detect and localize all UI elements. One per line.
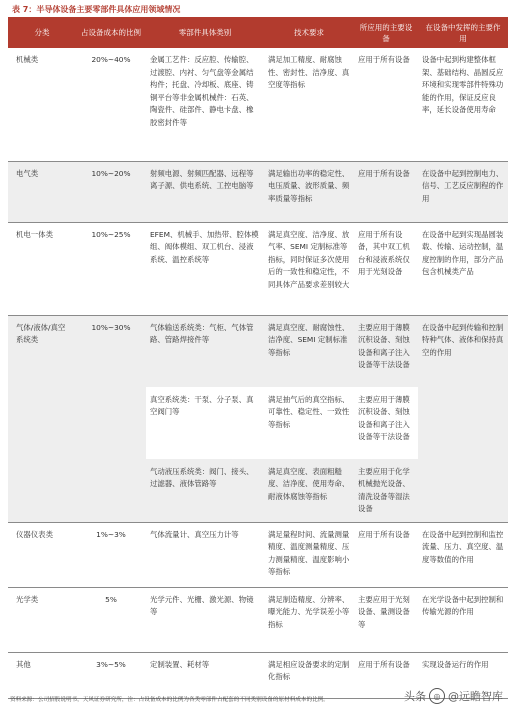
tech-cell: 满足制造精度、分辨率、曝光能力、光学误差小等指标 xyxy=(264,587,354,652)
tech-cell: 满足输出功率的稳定性、电压质量、波形质量、频率质量等指标 xyxy=(264,161,354,222)
equipment-cell: 应用于所有设备 xyxy=(354,48,418,161)
tech-cell: 满足相应设备要求的定制化指标 xyxy=(264,652,354,698)
role-cell: 在光学设备中起到控制和传输光源的作用 xyxy=(418,587,508,652)
table-title: 表 7：半导体设备主要零部件具体应用领域情况 xyxy=(12,5,181,14)
table-row xyxy=(8,222,508,315)
tech-cell: 满足真空度、表面粗糙度、洁净度、使用寿命、耐液体腐蚀等指标 xyxy=(264,459,354,522)
table-row xyxy=(8,587,508,652)
category-cell: 电气类 xyxy=(8,161,76,222)
table-container xyxy=(8,17,508,699)
components-table xyxy=(8,17,508,699)
header-cost-ratio: 占设备成本的比例 xyxy=(76,17,146,48)
category-cell: 机械类 xyxy=(8,48,76,161)
watermark-platform: 头条 xyxy=(404,690,426,703)
ratio-cell: 1%~3% xyxy=(76,522,146,587)
ratio-cell: 3%~5% xyxy=(76,652,146,698)
role-cell: 在设备中起到控制电力、信号、工艺反应制程的作用 xyxy=(418,161,508,222)
table-header-row xyxy=(8,17,508,48)
parts-cell: 气体输送系统类：气柜、气体管路、管路焊接件等 xyxy=(146,315,264,387)
parts-cell: 定制装置、耗材等 xyxy=(146,652,264,698)
equipment-cell: 应用于所有设备，其中双工机台和浸液系统仅用于光刻设备 xyxy=(354,222,418,315)
ratio-cell: 10%~30% xyxy=(76,315,146,522)
category-cell: 其他 xyxy=(8,652,76,698)
category-cell: 气体/液体/真空系统类 xyxy=(8,315,76,522)
parts-cell: 气体流量计、真空压力计等 xyxy=(146,522,264,587)
equipment-cell: 主要应用于化学机械抛光设备、清洗设备等湿法设备 xyxy=(354,459,418,522)
role-cell: 实现设备运行的作用 xyxy=(418,652,508,698)
role-cell: 在设备中起到传输和控制特种气体、液体和保持真空的作用 xyxy=(418,315,508,522)
source-note: 资料来源：公司招股说明书，天风证券研究所，注：占设备成本的比例为各类零部件占配套的不同类别设备的原材料成本的比例。 xyxy=(10,697,329,703)
equipment-cell: 主要应用于薄膜沉积设备、刻蚀设备和离子注入设备等干法设备 xyxy=(354,315,418,387)
equipment-cell: 主要应用于光刻设备、量测设备等 xyxy=(354,587,418,652)
tech-cell: 满足真空度、洁净度、放气率、SEMI 定制标准等指标，同时保证多次使用后的一致性和稳定性，不同具体产品要求差别较大 xyxy=(264,222,354,315)
ratio-cell: 10%~25% xyxy=(76,222,146,315)
equipment-cell: 应用于所有设备 xyxy=(354,522,418,587)
table-row xyxy=(8,315,508,387)
equipment-cell: 主要应用于薄膜沉积设备、刻蚀设备和离子注入设备等干法设备 xyxy=(354,387,418,459)
tech-cell: 满足抽气后的真空指标、可靠性、稳定性、一致性等指标 xyxy=(264,387,354,459)
watermark xyxy=(404,688,503,704)
header-role: 在设备中发挥的主要作用 xyxy=(418,17,508,48)
header-category: 分类 xyxy=(8,17,76,48)
watermark-account: @远瞻智库 xyxy=(448,690,503,703)
ratio-cell: 5% xyxy=(76,587,146,652)
role-cell: 在设备中起到控制和监控流量、压力、真空度、温度等数值的作用 xyxy=(418,522,508,587)
table-row xyxy=(8,161,508,222)
header-equipment: 所应用的主要设备 xyxy=(354,17,418,48)
table-row xyxy=(8,48,508,161)
parts-cell: 真空系统类：干泵、分子泵、真空阀门等 xyxy=(146,387,264,459)
equipment-cell: 应用于所有设备 xyxy=(354,652,418,698)
tech-cell: 满足加工精度、耐腐蚀性、密封性、洁净度、真空度等指标 xyxy=(264,48,354,161)
tech-cell: 满足真空度、耐腐蚀性、洁净度、SEMI 定制标准等指标 xyxy=(264,315,354,387)
parts-cell: 光学元件、光栅、激光源、物镜等 xyxy=(146,587,264,652)
parts-cell: EFEM、机械手、加热带、腔体模组、阀体模组、双工机台、浸液系统、温控系统等 xyxy=(146,222,264,315)
ratio-cell: 10%~20% xyxy=(76,161,146,222)
category-cell: 光学类 xyxy=(8,587,76,652)
parts-cell: 金属工艺件：反应腔、传输腔、过渡腔、内衬、匀气盘等金属结构件；托盘、冷却板、底座、铸铜平台等非金属机械件：石英、陶瓷件、硅部件、静电卡盘、橡胶密封件等 xyxy=(146,48,264,161)
header-part-types: 零部件具体类别 xyxy=(146,17,264,48)
category-cell: 机电一体类 xyxy=(8,222,76,315)
role-cell: 在设备中起到实现晶圆装载、传输、运动控制，温度控制的作用，部分产品包含机械类产品 xyxy=(418,222,508,315)
watermark-logo-icon: ◎ xyxy=(429,688,445,704)
parts-cell: 射频电源、射频匹配器、远程等离子源、供电系统、工控电脑等 xyxy=(146,161,264,222)
table-row xyxy=(8,522,508,587)
role-cell: 设备中起到构建整体框架、基础结构、晶圆反应环境和实现零部件特殊功能的作用，保证反应良率，延长设备使用寿命 xyxy=(418,48,508,161)
ratio-cell: 20%~40% xyxy=(76,48,146,161)
equipment-cell: 应用于所有设备 xyxy=(354,161,418,222)
tech-cell: 满足量程时间、流量测量精度、温度测量精度、压力测量精度、温度影响小等指标 xyxy=(264,522,354,587)
category-cell: 仪器仪表类 xyxy=(8,522,76,587)
parts-cell: 气动液压系统类：阀门、接头、过滤器、液体管路等 xyxy=(146,459,264,522)
header-tech-requirements: 技术要求 xyxy=(264,17,354,48)
